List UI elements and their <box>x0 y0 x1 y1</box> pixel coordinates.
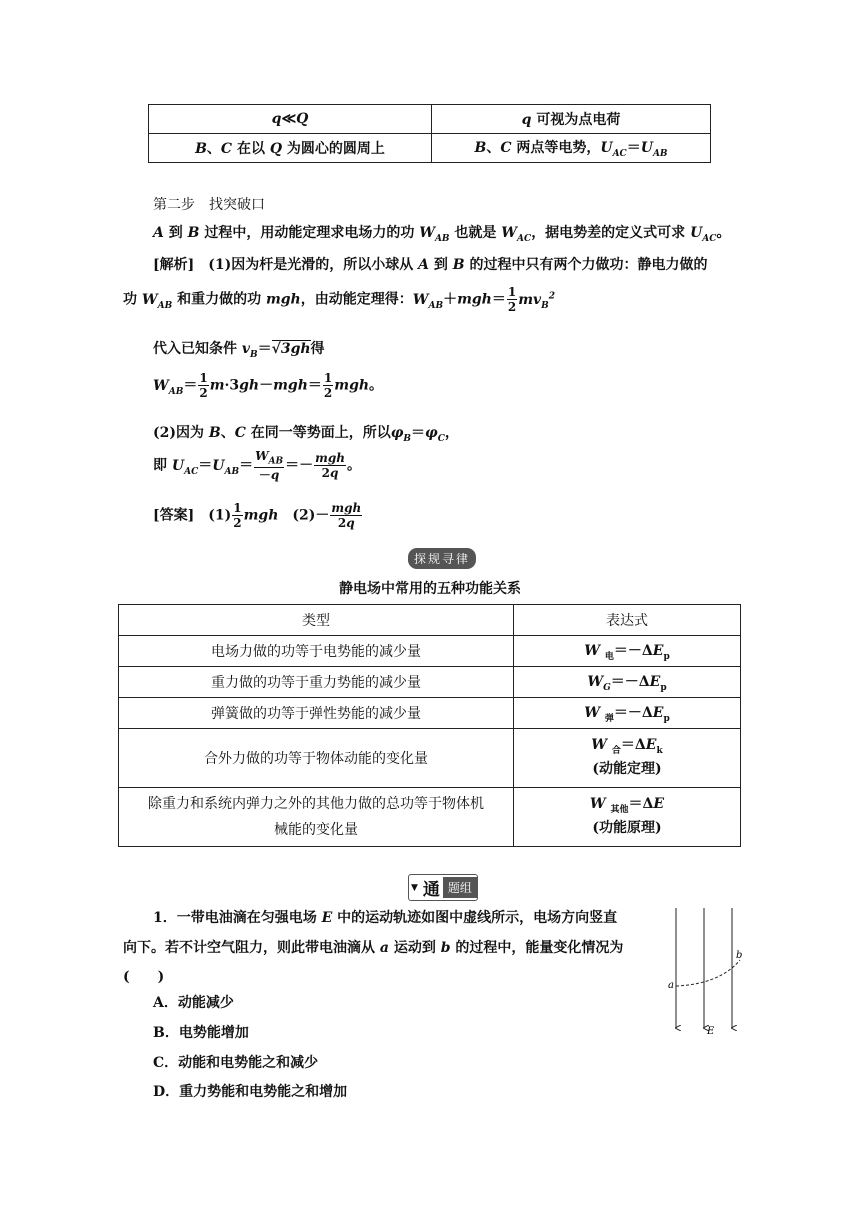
solution-line1: [解析] (1)因为杆是光滑的，所以小球从 A 到 B 的过程中只有两个力做功：静电力做的 <box>153 257 708 273</box>
row-note: (动能定理) <box>592 760 662 777</box>
row-expr: W $_电=-\Delta E_p$ <box>514 636 741 667</box>
top-table-cell: B、C 两点等电势，$U_{AC}=U_{AB}$ <box>432 134 711 163</box>
top-table <box>148 104 711 163</box>
row-note: (功能原理) <box>592 819 662 836</box>
solution-label: [解析] <box>153 257 195 273</box>
row-expr: W $_合=\Delta E_k$ (动能定理) <box>514 729 741 788</box>
section-badge <box>408 548 476 569</box>
header-expr: 表达式 <box>514 605 741 636</box>
question-line2: 向下。若不计空气阻力，则此带电油滴从 a 运动到 b 的过程中，能量变化情况为 <box>123 940 624 956</box>
row-expr: W $_{其他}$＝ΔE (功能原理) <box>514 788 741 847</box>
group-badge-rest: 题组 <box>443 877 477 898</box>
row-type: 弹簧做的功等于弹性势能的减少量 <box>119 698 514 729</box>
solution-line2: 功 $W_{AB}$ 和重力做的功 mgh，由动能定理得：$W_{AB}+mgh=$ $\frac{1}{2}$ $mv_B^2$ <box>123 285 556 314</box>
table-header-row <box>119 605 741 636</box>
table-row <box>119 667 741 698</box>
label-b: b <box>736 950 743 961</box>
row-expr: W $_弹=-\Delta E_p$ <box>514 698 741 729</box>
step2-text: A 到 B 过程中，用动能定理求电场力的功 $W_{AB}$ 也就是 $W_{AC}$，据电势差的定义式可求 $U_{AC}$。 <box>153 225 731 244</box>
top-table-cell: B、C 在以 Q 为圆心的圆周上 <box>149 134 432 163</box>
step2-heading: 第二步 找突破口 <box>153 197 265 213</box>
row-type-line2: 械能的变化量 <box>274 822 358 838</box>
answer-label: [答案] <box>153 507 195 524</box>
row-expr: $W_G=-\Delta E_p$ <box>514 667 741 698</box>
header-type: 类型 <box>119 605 514 636</box>
trajectory <box>676 960 740 986</box>
section-badge-label: 探规寻律 <box>408 548 476 569</box>
top-table-cell: q 可视为点电荷 <box>432 105 711 134</box>
row-type: 电场力做的功等于电势能的减少量 <box>119 636 514 667</box>
solution-line3: 代入已知条件 $v_B=√3gh$得 <box>153 341 325 360</box>
relations-table <box>118 604 741 847</box>
question-line3: ( ) <box>123 969 165 985</box>
solution-line4: $W_{AB}=$ $\frac{1}{2}$ m·3gh－mgh＝ $\frac{1}{2}$ mgh。 <box>153 371 384 400</box>
option-c[interactable]: C．动能和电势能之和减少 <box>153 1055 319 1071</box>
table-row <box>119 636 741 667</box>
label-a: a <box>668 980 674 991</box>
option-b[interactable]: B．电势能增加 <box>153 1025 249 1041</box>
table-row <box>119 698 741 729</box>
top-table-cell: q≪Q <box>149 105 432 134</box>
answer-line: [答案] (1) $\frac{1}{2}$ mgh (2)－ $\frac{\text{mgh}}{2q}$ <box>153 501 362 530</box>
field-diagram <box>660 900 750 1040</box>
chevron-down-icon: ▼ <box>411 882 418 893</box>
label-E: E <box>707 1026 715 1037</box>
group-badge-big: 通 <box>422 880 440 900</box>
solution-line6: 即 $U_{AC}=U_{AB}=$ $\frac{W_{AB}}{-q}$ ＝－ $\frac{\text{mgh}}{2q}$ 。 <box>153 449 361 483</box>
group-badge <box>408 874 478 901</box>
row-type-line1: 除重力和系统内弹力之外的其他力做的总功等于物体机 <box>148 796 484 812</box>
solution-line5: (2)因为 B、C 在同一等势面上，所以$\varphi_B=\varphi_C$， <box>153 425 459 444</box>
row-type <box>119 788 514 847</box>
row-type: 重力做的功等于重力势能的减少量 <box>119 667 514 698</box>
table-row <box>119 729 741 788</box>
question-line1: 1．一带电油滴在匀强电场 E 中的运动轨迹如图中虚线所示，电场方向竖直 <box>153 910 618 926</box>
table-row <box>119 788 741 847</box>
row-type: 合外力做的功等于物体动能的变化量 <box>119 729 514 788</box>
option-d[interactable]: D．重力势能和电势能之和增加 <box>153 1084 348 1100</box>
option-a[interactable]: A．动能减少 <box>153 995 234 1011</box>
table-title: 静电场中常用的五种功能关系 <box>339 581 521 597</box>
